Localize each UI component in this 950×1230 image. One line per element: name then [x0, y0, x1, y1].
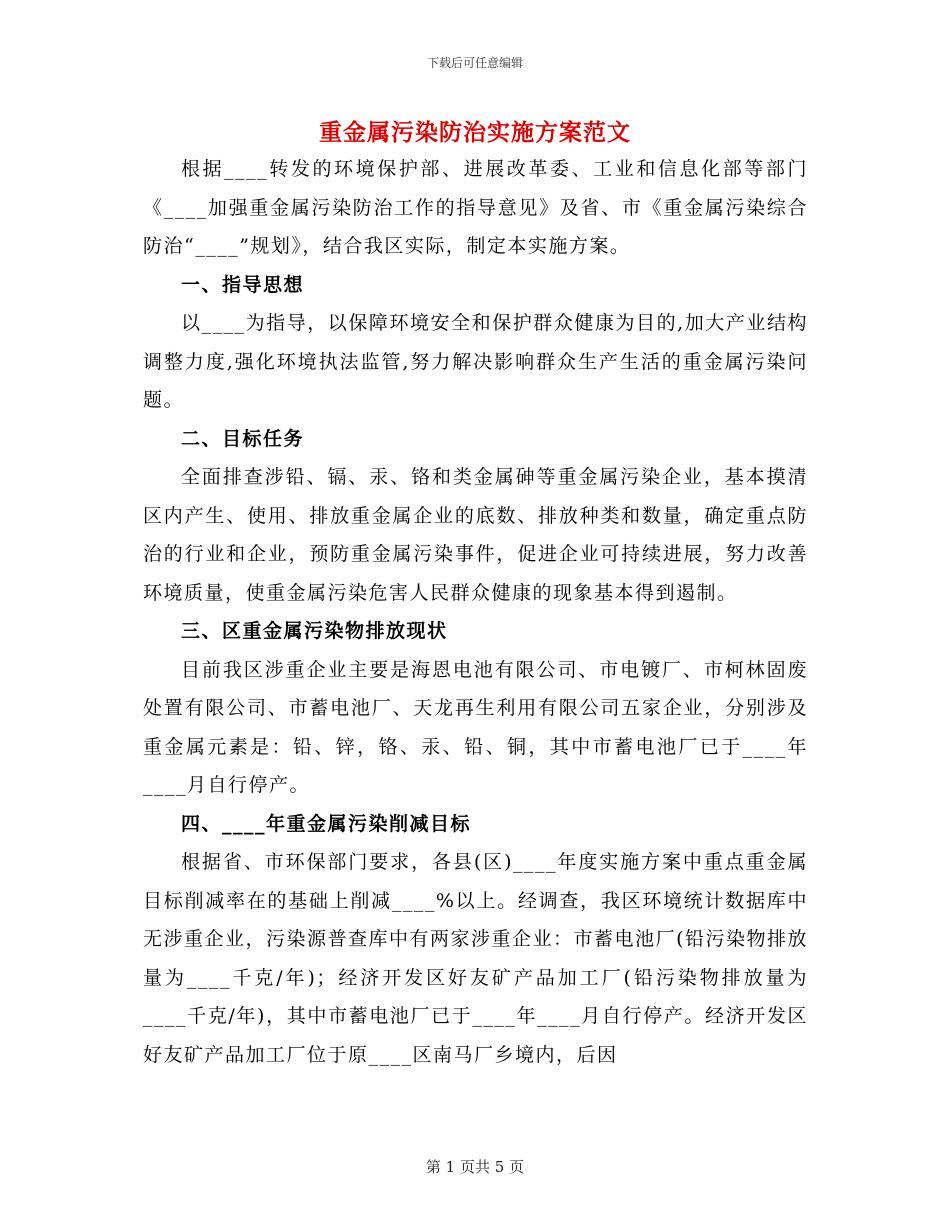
- section-heading-reduction-targets: 四、____年重金属污染削减目标: [181, 812, 472, 835]
- section-heading-objectives: 二、目标任务: [181, 427, 305, 450]
- section-heading-guiding-ideology: 一、指导思想: [181, 273, 305, 296]
- section-body-guiding-ideology: 以____为指导，以保障环境安全和保护群众健康为目的,加大产业结构调整力度,强化环境执法监管,努力解决影响群众生产生活的重金属污染问题。: [143, 312, 808, 411]
- page-header: 下载后可任意编辑: [426, 56, 523, 70]
- section-body-reduction-targets: 根据省、市环保部门要求，各县(区)____年度实施方案中重点重金属目标削减率在的基础上削减____%以上。经调查，我区环境统计数据库中无涉重企业，污染源普查库中有两家涉重企业：市蓄电池厂(铅污染物排放量为____千克/年)；经济开发区好友矿产品加工厂(铅污染物排放量为____千克/年)，其中市蓄电池厂已于____年____月自行停产。经济开发区好友矿产品加工厂位于原____区南马厂乡境内，后因: [143, 851, 808, 1066]
- document-title: 重金属污染防治实施方案范文: [319, 119, 631, 146]
- page-footer: 第 1 页共 5 页: [425, 1158, 525, 1176]
- section-body-objectives: 全面排查涉铅、镉、汞、铬和类金属砷等重金属污染企业，基本摸清区内产生、使用、排放重金属企业的底数、排放种类和数量，确定重点防治的行业和企业，预防重金属污染事件，促进企业可持续进展，努力改善环境质量，使重金属污染危害人民群众健康的现象基本得到遏制。: [143, 466, 808, 604]
- document-body: [143, 150, 808, 1074]
- section-body-emission-status: 目前我区涉重企业主要是海恩电池有限公司、市电镀厂、市柯林固废处置有限公司、市蓄电池厂、天龙再生利用有限公司五家企业，分别涉及重金属元素是：铅、锌，铬、汞、铅、铜，其中市蓄电池厂已于____年____月自行停产。: [143, 658, 808, 796]
- intro-paragraph: 根据____转发的环境保护部、进展改革委、工业和信息化部等部门《____加强重金属污染防治工作的指导意见》及省、市《重金属污染综合防治“____”规划》，结合我区实际，制定本实施方案。: [143, 158, 808, 257]
- section-heading-emission-status: 三、区重金属污染物排放现状: [181, 620, 448, 642]
